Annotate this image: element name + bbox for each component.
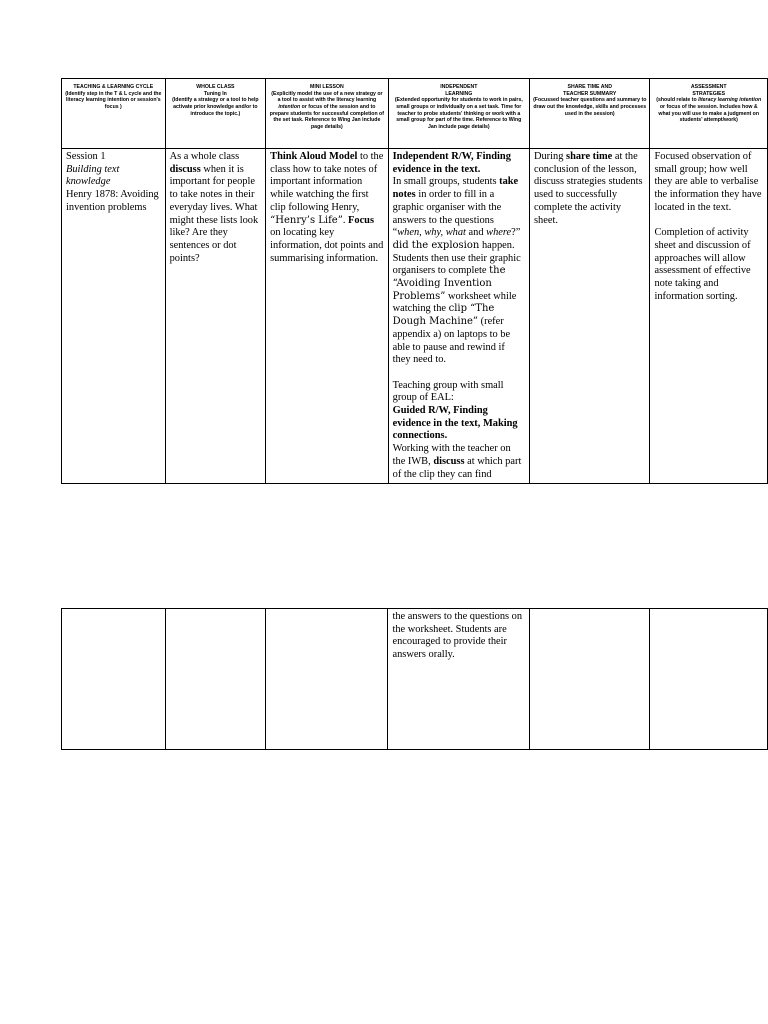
text-bold: Focus <box>348 214 375 226</box>
header-subtitle: Tuning In <box>203 90 227 97</box>
session-focus: Building text knowledge <box>66 163 120 188</box>
cell-whole-class <box>165 149 266 484</box>
eal-text <box>393 443 525 481</box>
mini-lesson-heading: Think Aloud Model <box>270 151 358 162</box>
cell-whole-class-empty <box>165 609 266 750</box>
text-run: to the class how to take notes of important information while watching the first clip following Henry, <box>270 151 384 213</box>
whole-class-text <box>170 151 262 265</box>
cell-assessment <box>650 149 768 484</box>
text-run: at the conclusion of the lesson, discuss strategies students used to successfully complete the activity sheet. <box>533 151 643 226</box>
cell-mini-lesson-empty <box>266 609 388 750</box>
header-text: (should relate to <box>656 97 699 104</box>
header-title: TEACHING & LEARNING CYCLE <box>73 84 154 90</box>
lesson-plan-table <box>61 78 768 484</box>
header-description: (Identify a strategy or a tool to help activate prior knowledge and/or to introduce the topic.) <box>172 97 259 117</box>
header-teaching-learning-cycle <box>62 79 166 149</box>
header-text: (Explicitly model the use of a new strategy or a tool to assist with the literacy learning <box>271 90 383 104</box>
text-bold: discuss <box>169 163 201 175</box>
session-topic: Henry 1878: Avoiding invention problems <box>66 189 159 213</box>
text-run: As a whole class <box>169 151 240 162</box>
text-bold: take notes <box>392 176 519 201</box>
eal-intro: Teaching group with small group of EAL: <box>392 379 504 404</box>
cell-session-empty <box>62 609 166 750</box>
session-label: Session 1 <box>66 151 106 162</box>
cell-independent-learning <box>388 149 529 484</box>
header-title: MINI LESSON <box>310 84 344 90</box>
text-run: happen. Students then use their graphic organisers to complete <box>392 239 521 277</box>
cell-share-time <box>529 149 649 484</box>
text-handwriting: did the explosion <box>392 239 480 251</box>
header-text-emphasis: intention <box>278 103 301 110</box>
cell-assessment-empty <box>650 609 768 750</box>
header-independent-learning <box>388 79 529 149</box>
worksheet-title: the “Avoiding Invention Problems” <box>392 265 506 302</box>
header-title: INDEPENDENT <box>440 84 478 90</box>
header-title: WHOLE CLASS <box>196 84 235 90</box>
header-text: or focus of the session and to prepare students for successful completion of the set task. Reference to Wing Jan include page details) <box>269 103 384 130</box>
independent-heading: Independent R/W, Finding evidence in the text. <box>392 151 511 175</box>
cell-mini-lesson <box>266 149 388 484</box>
cell-independent-continued <box>388 609 530 750</box>
header-whole-class <box>165 79 266 149</box>
session-row <box>62 149 768 484</box>
continued-row <box>62 609 768 750</box>
header-mini-lesson <box>266 79 388 149</box>
text-run: Working with the teacher on the IWB, <box>392 443 511 467</box>
text-run: (refer appendix a) on laptops to be able to pause and rewind if they need to. <box>392 316 511 366</box>
text-run: and <box>465 227 487 239</box>
cell-session <box>62 149 166 484</box>
cell-share-time-empty <box>530 609 650 750</box>
text-run: worksheet while watching the <box>392 290 517 315</box>
header-description: (Extended opportunity for students to work in pairs, small groups or individually on a set task. Time for teacher to probe students' thinking or work with a small group for part of the time. Reference to Wing Jan include page details) <box>394 97 523 130</box>
clip-title: clip “The Dough Machine” <box>392 303 495 328</box>
header-description: (Identify step in the T & L cycle and the literacy learning intention or session's focus ) <box>65 90 162 110</box>
share-time-text <box>534 151 645 227</box>
header-text-emphasis: literacy learning intention <box>698 97 762 104</box>
independent-text <box>393 176 525 367</box>
text-run: when it is important for people to take notes in their everyday lives. What might these lists look like? Are they sentences or dot points? <box>169 163 259 264</box>
text-run: In small groups, students <box>392 176 500 188</box>
text-run: on locating key information, dot points and summarising information. <box>270 227 384 264</box>
text-italic: when, why, what <box>397 227 466 239</box>
text-run: in order to fill in a graphic organiser with the answers to the questions “ <box>392 189 502 239</box>
header-text: or focus of the session. Includes how & what you will use to make a judgment on students' attempt/work) <box>658 103 760 124</box>
text-italic: where <box>486 227 512 239</box>
header-share-time <box>529 79 649 149</box>
text-bold: share time <box>566 151 613 162</box>
independent-continued-text: the answers to the questions on the worksheet. Students are encouraged to provide their answers orally. <box>392 611 523 661</box>
header-description: (Focussed teacher questions and summary to draw out the knowledge, skills and processes used in the session) <box>533 97 647 117</box>
lesson-plan-table-continued <box>61 608 768 750</box>
assessment-paragraph-2: Completion of activity sheet and discussion of approaches will allow assessment of effective note taking and information sorting. <box>654 227 751 302</box>
header-row <box>62 79 768 149</box>
header-assessment-strategies <box>650 79 768 149</box>
clip-title: “Henry’s Life” <box>270 214 343 226</box>
text-run: . <box>342 214 349 226</box>
header-subtitle: LEARNING <box>445 90 473 97</box>
header-subtitle: TEACHER SUMMARY <box>563 90 617 97</box>
mini-lesson-text <box>270 151 383 265</box>
header-title: ASSESSMENT <box>690 84 727 90</box>
header-description <box>653 97 764 124</box>
spacer <box>654 215 763 228</box>
text-run: at which part of the clip they can find <box>392 455 522 480</box>
header-description <box>269 91 384 131</box>
eal-heading: Guided R/W, Finding evidence in the text, Making connections. <box>392 405 518 442</box>
header-subtitle: STRATEGIES <box>692 90 726 97</box>
text-bold: discuss <box>433 455 465 467</box>
spacer <box>393 367 525 380</box>
text-run: During <box>533 151 567 162</box>
assessment-paragraph-1: Focused observation of small group; how well they are able to verbalise the information they have located in the text. <box>654 151 762 213</box>
text-run: ?” <box>511 227 521 239</box>
header-title: SHARE TIME AND <box>567 84 612 90</box>
